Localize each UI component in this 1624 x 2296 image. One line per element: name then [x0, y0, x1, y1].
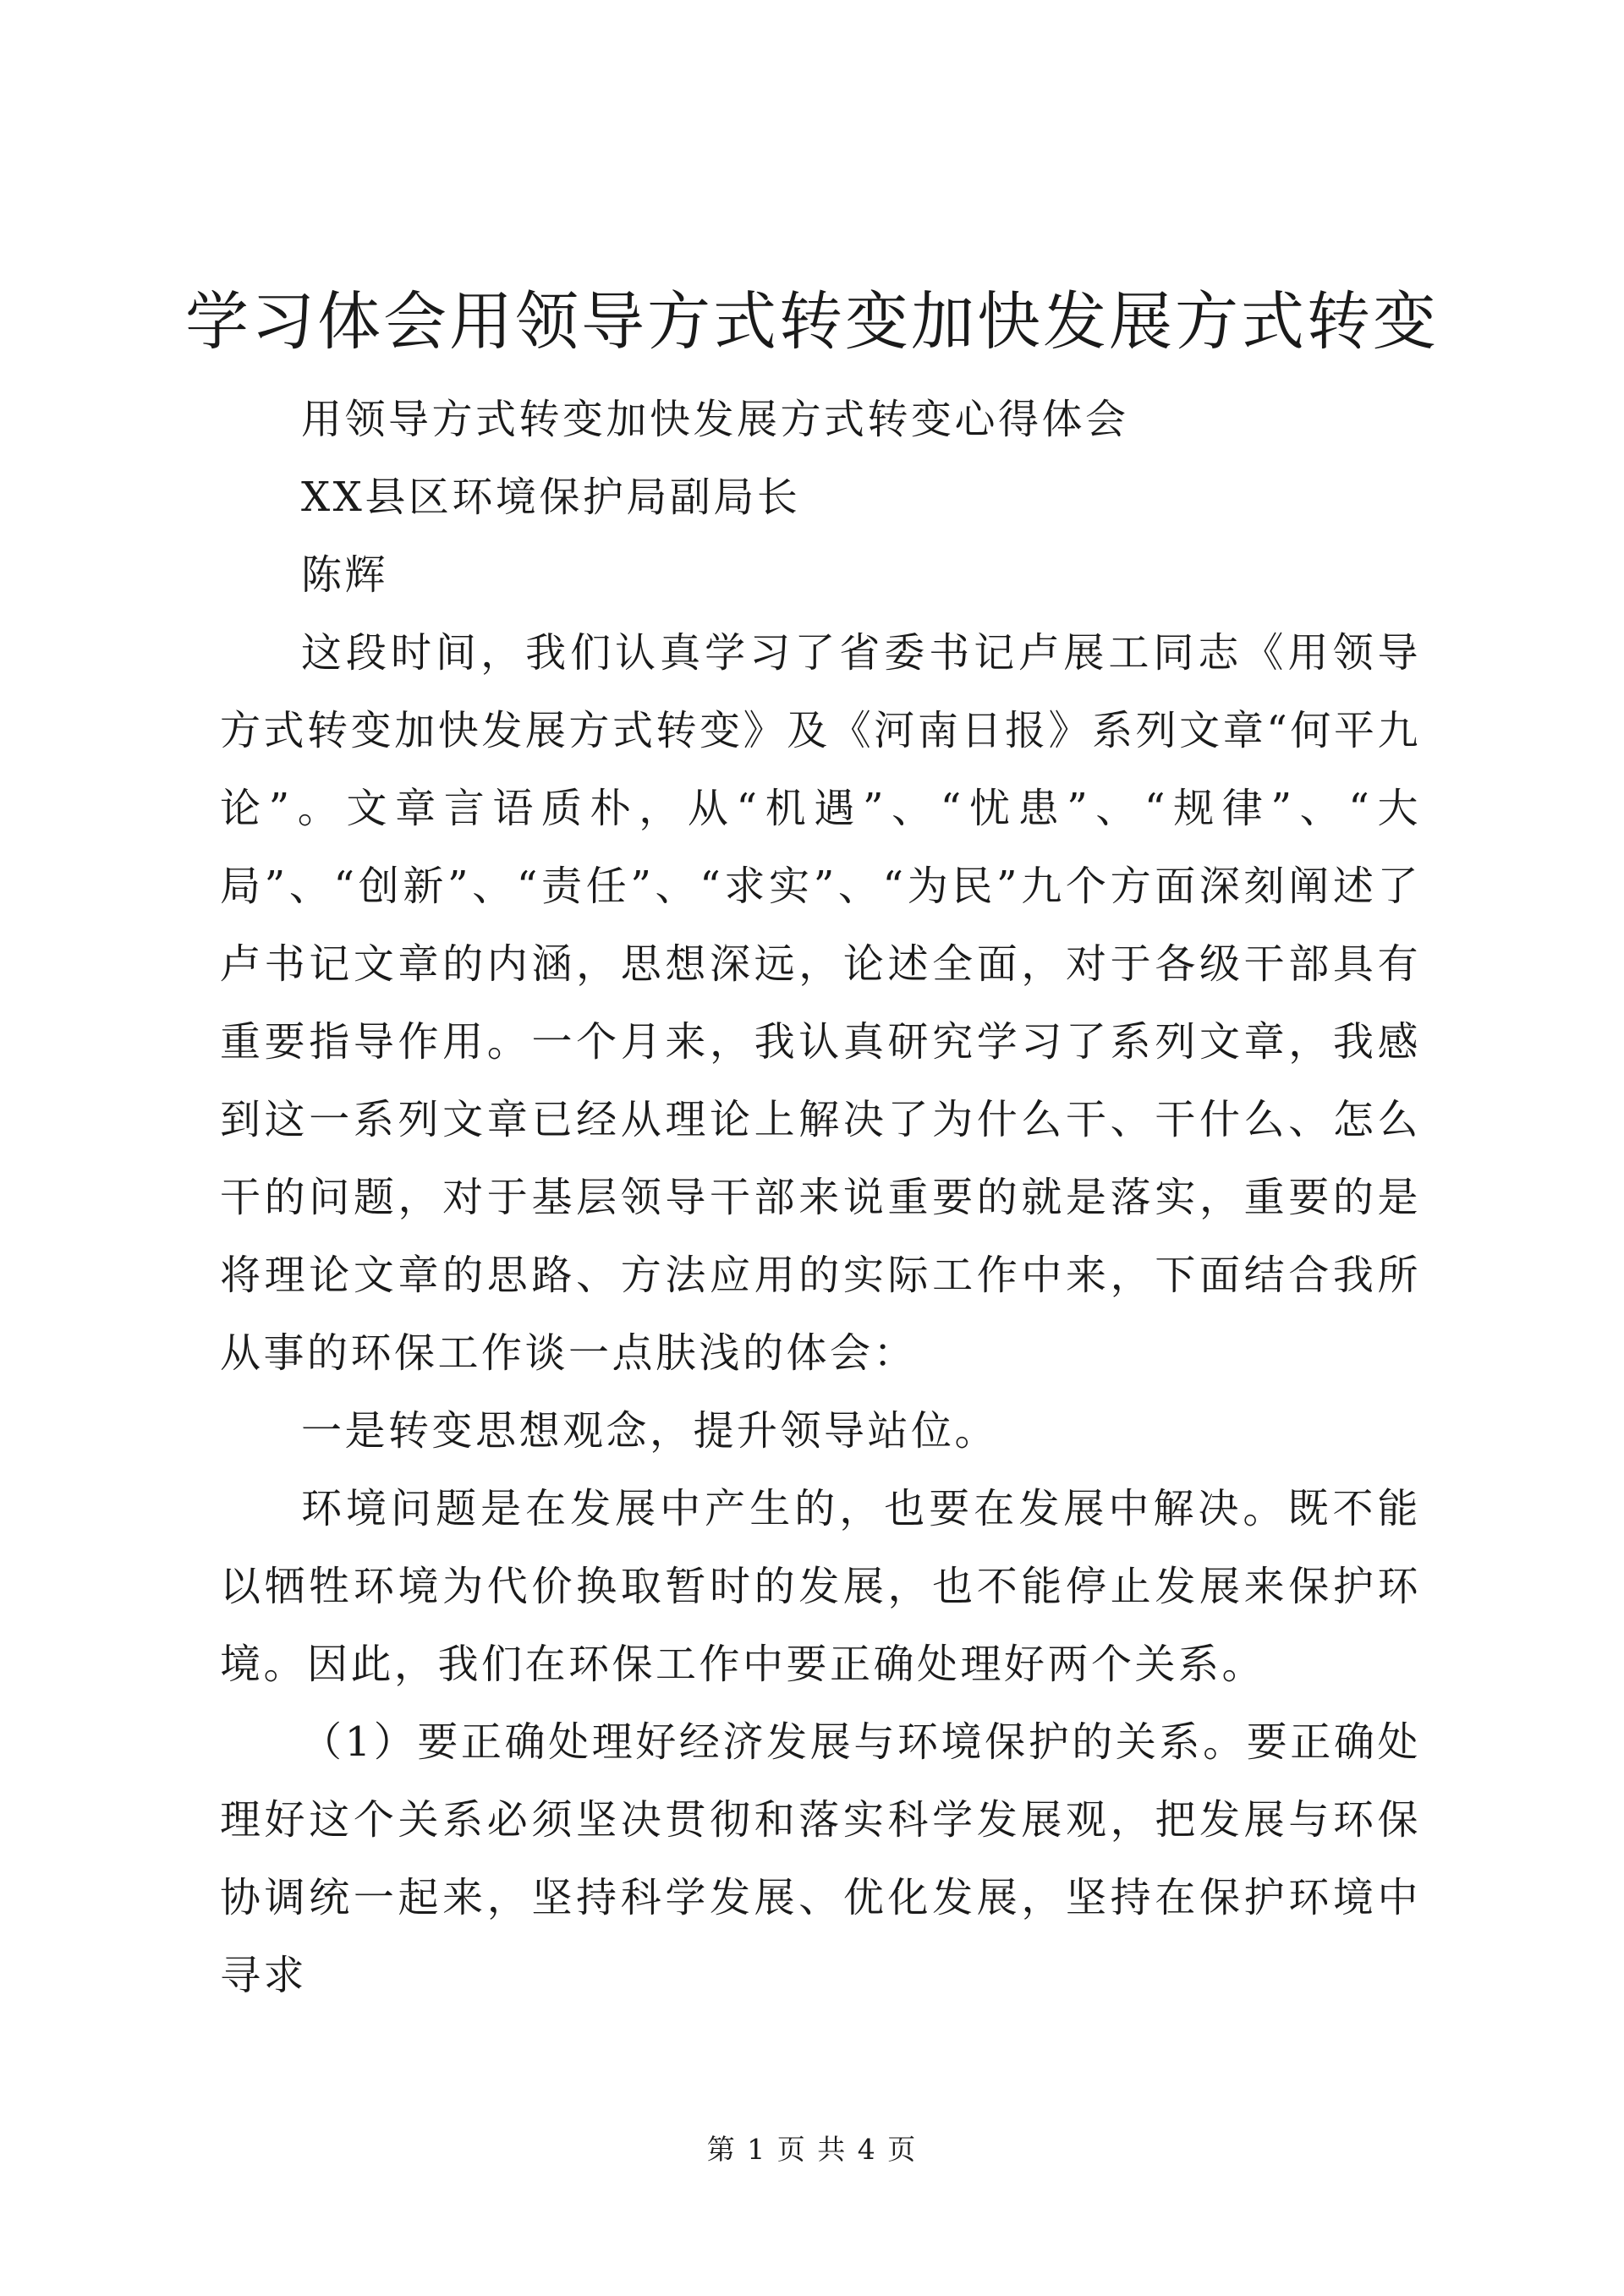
body-paragraph: 环境问题是在发展中产生的，也要在发展中解决。既不能以牺牲环境为代价换取暂时的发展，也不能停止发展来保护环境。因此，我们在环保工作中要正确处理好两个关系。 [220, 1485, 1421, 1688]
page-number-footer: 第 1 页 共 4 页 [706, 2133, 918, 2166]
subtitle-paragraph: 用领导方式转变加快发展方式转变心得体会 [301, 396, 1129, 443]
body-paragraph: （1）要正确处理好经济发展与环境保护的关系。要正确处理好这个关系必须坚决贯彻和落实科学发展观，把发展与环保协调统一起来，坚持科学发展、优化发展，坚持在保护环境中寻求 [220, 1718, 1421, 1999]
document-body [220, 381, 1421, 2014]
intro-paragraph: 这段时间，我们认真学习了省委书记卢展工同志《用领导方式转变加快发展方式转变》及《河南日报》系列文章“何平九论”。文章言语质朴，从“机遇”、“忧患”、“规律”、“大局”、“创新”、“责任”、“求实”、“为民”九个方面深刻阐述了卢书记文章的内涵，思想深远，论述全面，对于各级干部具有重要指导作用。一个月来，我认真研究学习了系列文章，我感到这一系列文章已经从理论上解决了为什么干、干什么、怎么干的问题，对于基层领导干部来说重要的就是落实，重要的是将理论文章的思路、方法应用的实际工作中来，下面结合我所从事的环保工作谈一点肤浅的体会： [220, 629, 1421, 1377]
section-heading-paragraph: 一是转变思想观念，提升领导站位。 [301, 1407, 999, 1455]
document-title: 学习体会用领导方式转变加快发展方式转变 [184, 284, 1439, 359]
author-position-paragraph: XX县区环境保护局副局长 [301, 474, 801, 521]
author-name-paragraph: 陈辉 [301, 551, 389, 599]
